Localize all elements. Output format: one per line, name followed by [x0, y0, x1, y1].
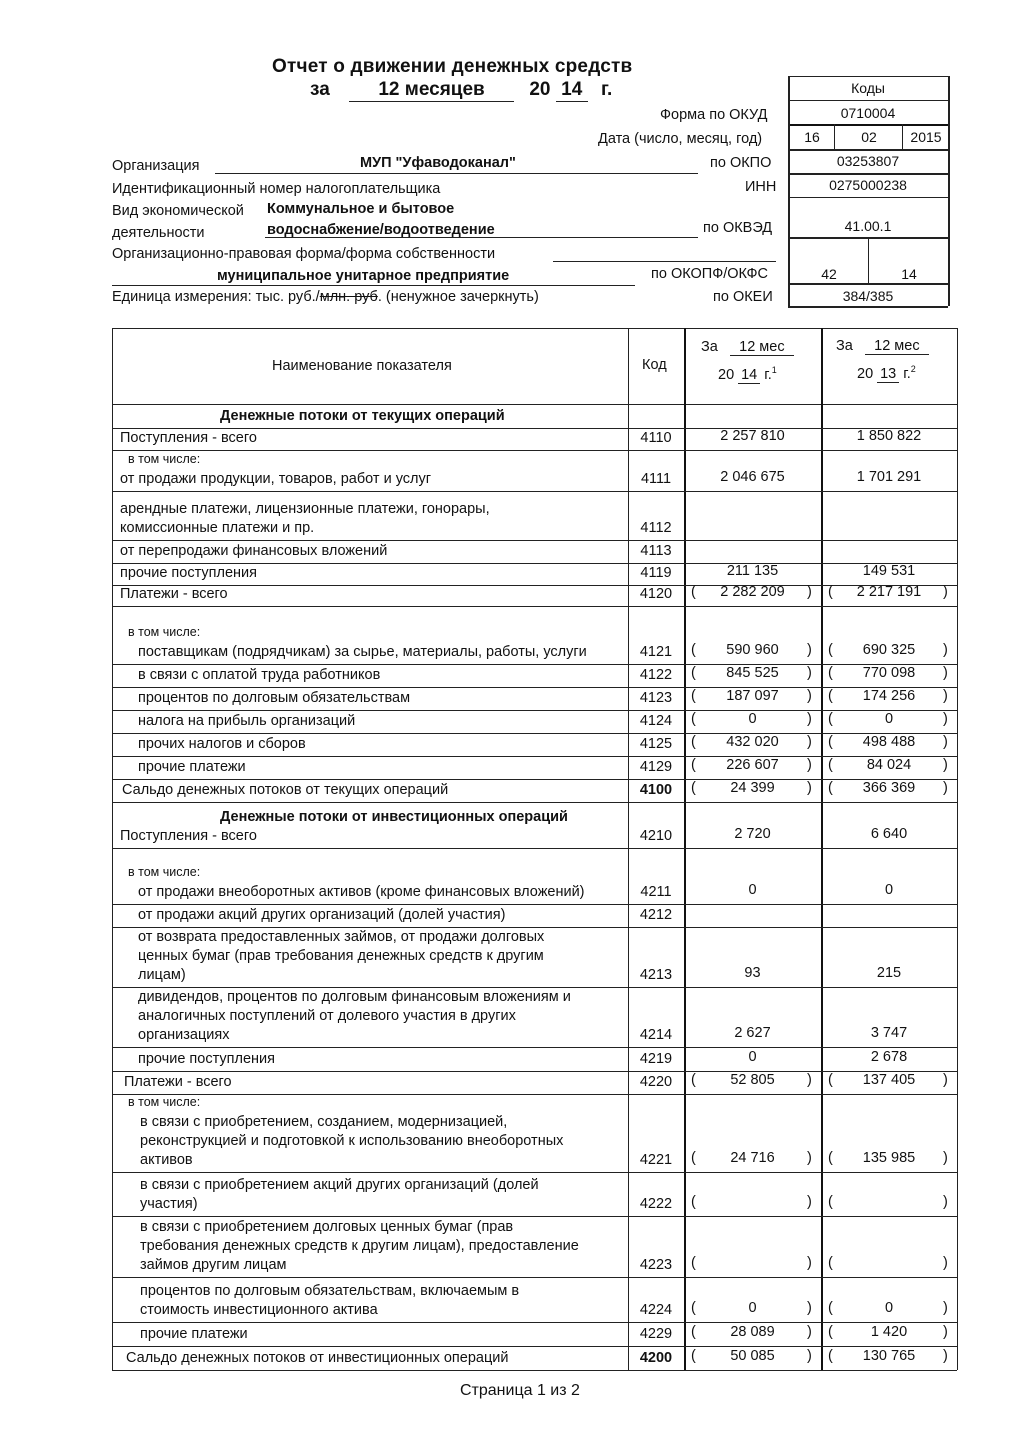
paren-open: (	[691, 1194, 696, 1210]
paren-open: (	[691, 757, 696, 773]
okpo-label: по ОКПО	[710, 155, 772, 171]
value-prior-year: 215	[876, 965, 902, 981]
paren-open: (	[828, 734, 833, 750]
value-prior-year: 6 640	[870, 826, 908, 842]
paren-open: (	[828, 711, 833, 727]
paren-close: )	[943, 642, 948, 658]
paren-open: (	[828, 1150, 833, 1166]
report-period	[310, 79, 612, 102]
value-current-year: 845 525	[726, 665, 779, 681]
value-prior-year: 174 256	[862, 688, 916, 704]
paren-close: )	[943, 711, 948, 727]
row-label: Сальдо денежных потоков от инвестиционных операций	[126, 1350, 509, 1366]
date-day: 16	[804, 129, 820, 145]
value-current-year: 226 607	[726, 757, 779, 773]
value-current-year: 93	[744, 965, 761, 981]
row-code: 4124	[639, 713, 673, 729]
row-label: лицам)	[138, 967, 186, 983]
value-current-year: 50 085	[730, 1348, 775, 1364]
table-vline	[957, 328, 958, 1370]
row-label: от перепродажи финансовых вложений	[120, 543, 388, 559]
table-hline	[112, 1370, 957, 1371]
value-current-year: 52 805	[730, 1072, 775, 1088]
value-current-year: 0	[748, 1049, 757, 1065]
paren-open: (	[828, 584, 833, 600]
row-label: в связи с приобретением акций других организаций (долей	[140, 1177, 539, 1193]
paren-open: (	[691, 711, 696, 727]
value-prior-year: 1 420	[870, 1324, 908, 1340]
row-label: в связи с оплатой труда работников	[138, 667, 381, 683]
col1-header	[701, 339, 794, 356]
row-code: 4112	[640, 520, 672, 536]
row-label: в связи с приобретением, созданием, модернизацией,	[140, 1114, 508, 1130]
row-label: прочих налогов и сборов	[138, 736, 306, 752]
row-label: от возврата предоставленных займов, от продажи долговых	[138, 929, 545, 945]
form-value: муниципальное унитарное предприятие	[217, 268, 510, 284]
paren-open: (	[828, 1194, 833, 1210]
paren-close: )	[807, 757, 812, 773]
col2-g: г.	[903, 365, 911, 382]
codes-header: Коды	[851, 80, 885, 96]
col2-year-header	[857, 364, 916, 383]
value-current-year: 2 627	[734, 1025, 771, 1041]
col2-year: 13	[877, 366, 899, 383]
value-prior-year: 0	[884, 1300, 894, 1316]
okud-label: Форма по ОКУД	[660, 107, 768, 123]
row-code: 4219	[639, 1051, 673, 1067]
row-label: участия)	[140, 1196, 198, 1212]
col-code-header: Код	[642, 357, 667, 373]
row-label: Поступления - всего	[120, 828, 257, 844]
period-year: 14	[556, 79, 588, 102]
row-code: 4213	[639, 967, 673, 983]
org-label: Организация	[112, 158, 200, 174]
value-prior-year: 3 747	[870, 1025, 908, 1041]
table-hline	[112, 1346, 957, 1347]
paren-close: )	[943, 665, 948, 681]
okei-value: 384/385	[842, 288, 894, 304]
row-label: от продажи акций других организаций (долей участия)	[138, 907, 506, 923]
report-title: Отчет о движении денежных средств	[272, 56, 633, 77]
col2-header	[836, 338, 929, 355]
value-prior-year: 770 098	[862, 665, 916, 681]
table-hline	[112, 1094, 957, 1095]
row-label: прочие поступления	[120, 565, 257, 581]
paren-close: )	[807, 688, 812, 704]
row-label: реконструкцией и подготовкой к использованию внеоборотных	[140, 1133, 564, 1149]
col2-period: 12 мес	[865, 338, 929, 355]
row-label: Платежи - всего	[120, 586, 228, 602]
row-code: 4220	[639, 1074, 673, 1090]
okei-label: по ОКЕИ	[713, 289, 773, 305]
table-hline	[112, 802, 957, 803]
table-hline	[112, 606, 957, 607]
okpo-value: 03253807	[836, 153, 900, 169]
value-prior-year: 0	[884, 711, 894, 727]
table-hline	[112, 1172, 957, 1173]
paren-close: )	[943, 1072, 948, 1088]
period-year-prefix: 20	[529, 79, 551, 100]
value-current-year: 2 257 810	[720, 428, 785, 444]
value-current-year: 0	[748, 711, 757, 727]
paren-open: (	[828, 1255, 833, 1271]
value-prior-year: 135 985	[862, 1150, 916, 1166]
row-code: 4111	[640, 471, 672, 487]
value-current-year: 2 046 675	[720, 469, 785, 485]
paren-open: (	[691, 1150, 696, 1166]
col1-year-header	[718, 365, 777, 384]
paren-close: )	[807, 642, 812, 658]
value-prior-year: 137 405	[862, 1072, 916, 1088]
unit-text: Единица измерения: тыс. руб./	[112, 289, 320, 305]
row-code: 4113	[640, 543, 672, 559]
okud-value: 0710004	[840, 105, 896, 121]
paren-open: (	[691, 1300, 696, 1316]
page-number: Страница 1 из 2	[460, 1382, 580, 1399]
paren-open: (	[828, 757, 833, 773]
value-prior-year: 84 024	[866, 757, 912, 773]
paren-close: )	[943, 688, 948, 704]
row-label: организациях	[138, 1027, 230, 1043]
value-current-year: 28 089	[730, 1324, 775, 1340]
paren-open: (	[691, 665, 696, 681]
paren-close: )	[807, 584, 812, 600]
table-hline	[112, 328, 957, 329]
value-current-year: 24 399	[730, 780, 775, 796]
paren-open: (	[691, 1324, 696, 1340]
col1-year: 14	[738, 367, 760, 384]
table-hline	[112, 1047, 957, 1048]
row-code: 4224	[639, 1302, 673, 1318]
table-hline	[112, 404, 957, 405]
paren-open: (	[691, 780, 696, 796]
row-label: Денежные потоки от текущих операций	[220, 408, 505, 424]
paren-close: )	[807, 1348, 812, 1364]
paren-open: (	[691, 1348, 696, 1364]
paren-close: )	[807, 1300, 812, 1316]
paren-open: (	[828, 1324, 833, 1340]
okopf-label: по ОКОПФ/ОКФС	[651, 266, 768, 282]
table-hline	[112, 491, 957, 492]
paren-close: )	[943, 1194, 948, 1210]
paren-open: (	[828, 1072, 833, 1088]
row-label: Поступления - всего	[120, 430, 257, 446]
paren-close: )	[943, 734, 948, 750]
row-label: в том числе:	[128, 865, 201, 879]
row-code: 4125	[639, 736, 673, 752]
period-za: за	[310, 79, 330, 100]
activity-label-2: деятельности	[112, 225, 205, 241]
value-current-year: 24 716	[730, 1150, 775, 1166]
table-hline	[112, 1216, 957, 1217]
value-prior-year: 0	[884, 882, 894, 898]
row-code: 4121	[639, 644, 673, 660]
row-code: 4119	[640, 565, 672, 581]
paren-close: )	[807, 665, 812, 681]
col-name-header: Наименование показателя	[272, 358, 452, 374]
col1-g: г.	[764, 366, 772, 383]
row-code: 4100	[639, 782, 673, 798]
table-hline	[112, 1322, 957, 1323]
paren-open: (	[828, 1300, 833, 1316]
unit-tail: . (ненужное зачеркнуть)	[377, 289, 539, 305]
row-code: 4122	[639, 667, 673, 683]
row-label: ценных бумаг (прав требования денежных средств к другим	[138, 948, 544, 964]
paren-close: )	[807, 1194, 812, 1210]
row-label: прочие платежи	[138, 759, 246, 775]
okved-value: 41.00.1	[844, 218, 892, 234]
period-g: г.	[601, 79, 613, 100]
row-code: 4200	[639, 1350, 673, 1366]
row-code: 4221	[639, 1152, 673, 1168]
row-code: 4212	[639, 907, 673, 923]
row-code: 4229	[639, 1326, 673, 1342]
col1-period: 12 мес	[730, 339, 794, 356]
table-hline	[112, 904, 957, 905]
paren-close: )	[807, 1255, 812, 1271]
row-label: налога на прибыль организаций	[138, 713, 356, 729]
row-label: комиссионные платежи и пр.	[120, 520, 315, 536]
row-code: 4110	[640, 430, 672, 446]
paren-close: )	[943, 1150, 948, 1166]
period-months: 12 месяцев	[349, 79, 514, 102]
paren-close: )	[807, 734, 812, 750]
row-label: Денежные потоки от инвестиционных операций	[220, 809, 568, 825]
row-label: Сальдо денежных потоков от текущих операций	[122, 782, 449, 798]
row-code: 4223	[639, 1257, 673, 1273]
table-hline	[112, 450, 957, 451]
unit-label	[112, 289, 539, 305]
row-label: процентов по долговым обязательствам, включаемым в	[140, 1283, 520, 1299]
unit-struck: млн. руб	[319, 289, 378, 305]
paren-open: (	[691, 1072, 696, 1088]
row-code: 4129	[639, 759, 673, 775]
row-label: займов другим лицам	[140, 1257, 287, 1273]
date-year: 2015	[910, 129, 942, 145]
col1-year-prefix: 20	[718, 366, 735, 383]
row-code: 4210	[639, 828, 673, 844]
value-prior-year: 690 325	[862, 642, 916, 658]
value-current-year: 2 720	[734, 826, 771, 842]
paren-close: )	[807, 1150, 812, 1166]
value-current-year: 0	[748, 1300, 757, 1316]
paren-open: (	[828, 1348, 833, 1364]
paren-open: (	[691, 642, 696, 658]
paren-close: )	[943, 780, 948, 796]
value-current-year: 590 960	[726, 642, 779, 658]
inn-full-label: Идентификационный номер налогоплательщика	[112, 181, 441, 197]
table-vline	[112, 328, 113, 1370]
row-label: от продажи внеоборотных активов (кроме финансовых вложений)	[138, 884, 585, 900]
row-code: 4214	[639, 1027, 673, 1043]
paren-close: )	[943, 757, 948, 773]
paren-open: (	[691, 584, 696, 600]
value-current-year: 2 282 209	[720, 584, 785, 600]
value-prior-year: 1 850 822	[856, 428, 922, 444]
date-label: Дата (число, месяц, год)	[598, 131, 763, 147]
row-label: в связи с приобретением долговых ценных бумаг (прав	[140, 1219, 514, 1235]
col2-za: За	[836, 338, 853, 354]
row-code: 4211	[640, 884, 672, 900]
row-code: 4123	[639, 690, 673, 706]
value-current-year: 432 020	[726, 734, 779, 750]
row-label: прочие поступления	[138, 1051, 275, 1067]
value-prior-year: 1 701 291	[856, 469, 922, 485]
row-label: от продажи продукции, товаров, работ и услуг	[120, 471, 432, 487]
col2-sup: 2	[910, 364, 916, 374]
paren-close: )	[943, 1324, 948, 1340]
paren-open: (	[691, 688, 696, 704]
row-label: процентов по долговым обязательствам	[138, 690, 411, 706]
table-hline	[112, 927, 957, 928]
value-prior-year: 366 369	[862, 780, 916, 796]
form-label: Организационно-правовая форма/форма собственности	[112, 246, 496, 262]
paren-close: )	[807, 1072, 812, 1088]
paren-open: (	[828, 642, 833, 658]
row-label: прочие платежи	[140, 1326, 248, 1342]
row-label: арендные платежи, лицензионные платежи, гонорары,	[120, 501, 490, 517]
paren-close: )	[807, 780, 812, 796]
value-prior-year: 149 531	[862, 563, 916, 579]
value-current-year: 0	[748, 882, 757, 898]
org-name: МУП "Уфаводоканал"	[360, 155, 516, 171]
paren-open: (	[691, 1255, 696, 1271]
row-code: 4120	[639, 586, 673, 602]
row-code: 4222	[639, 1196, 673, 1212]
row-label: активов	[140, 1152, 193, 1168]
date-month: 02	[861, 129, 877, 145]
inn-label: ИНН	[745, 179, 777, 195]
paren-open: (	[828, 688, 833, 704]
value-prior-year: 2 678	[870, 1049, 908, 1065]
paren-close: )	[807, 1324, 812, 1340]
row-label: дивидендов, процентов по долговым финансовым вложениям и	[138, 989, 571, 1005]
row-label: в том числе:	[128, 452, 201, 466]
paren-open: (	[691, 734, 696, 750]
activity-line-2: водоснабжение/водоотведение	[267, 222, 495, 238]
col1-za: За	[701, 339, 718, 355]
col2-year-prefix: 20	[857, 365, 874, 382]
value-current-year: 187 097	[726, 688, 779, 704]
value-prior-year: 498 488	[862, 734, 916, 750]
table-hline	[112, 987, 957, 988]
paren-open: (	[828, 665, 833, 681]
paren-close: )	[943, 1255, 948, 1271]
row-label: в том числе:	[128, 1095, 201, 1109]
value-prior-year: 130 765	[862, 1348, 916, 1364]
row-label: аналогичных поступлений от долевого участия в других	[138, 1008, 516, 1024]
row-label: в том числе:	[128, 625, 201, 639]
row-label: поставщикам (подрядчикам) за сырье, материалы, работы, услуги	[138, 644, 587, 660]
table-hline	[112, 540, 957, 541]
inn-value: 0275000238	[829, 177, 907, 193]
okfs-value: 14	[901, 266, 917, 282]
value-prior-year: 2 217 191	[856, 584, 922, 600]
okved-label: по ОКВЭД	[703, 220, 773, 236]
row-label: требования денежных средств к другим лицам), предоставление	[140, 1238, 579, 1254]
paren-open: (	[828, 780, 833, 796]
row-label: Платежи - всего	[124, 1074, 232, 1090]
value-current-year: 211 135	[726, 563, 779, 579]
table-hline	[112, 1277, 957, 1278]
paren-close: )	[943, 1300, 948, 1316]
okopf-value: 42	[821, 266, 837, 282]
activity-line-1: Коммунальное и бытовое	[267, 201, 455, 217]
table-hline	[112, 848, 957, 849]
paren-close: )	[943, 1348, 948, 1364]
paren-close: )	[943, 584, 948, 600]
paren-close: )	[807, 711, 812, 727]
activity-label-1: Вид экономической	[112, 203, 244, 219]
row-label: стоимость инвестиционного актива	[140, 1302, 378, 1318]
col1-sup: 1	[771, 365, 777, 375]
